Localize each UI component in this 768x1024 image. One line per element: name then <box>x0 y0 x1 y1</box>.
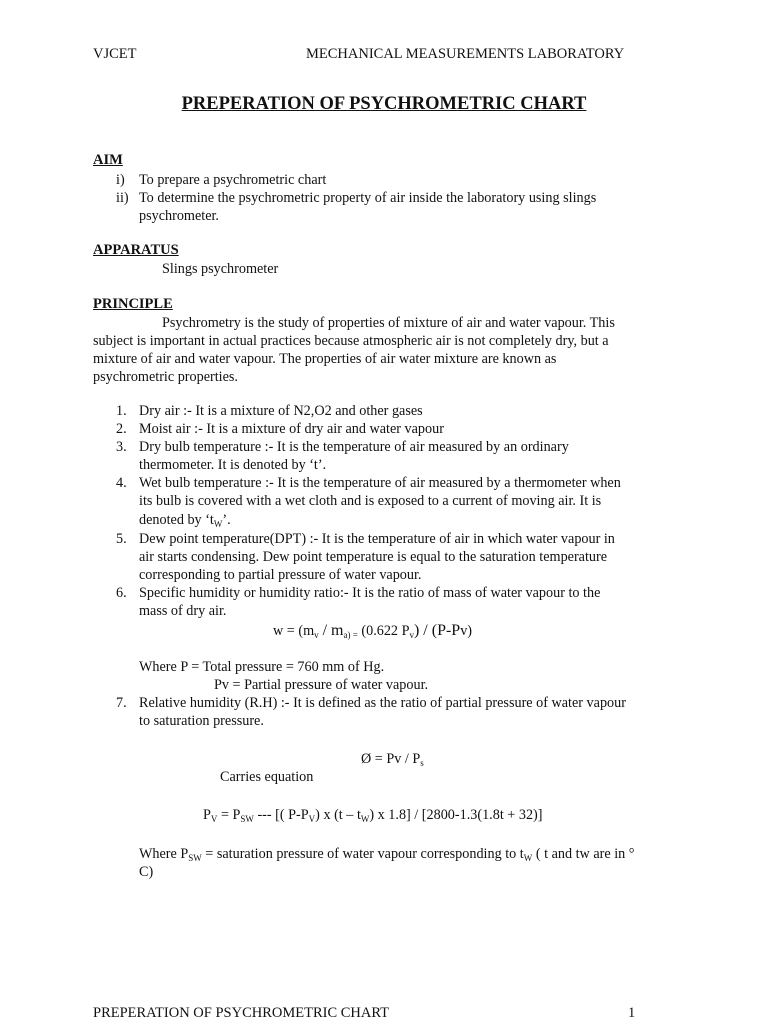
aim-item-1-num: i) <box>116 172 125 188</box>
list-item-dpt-line-3: corresponding to partial pressure of water vapour. <box>139 567 422 583</box>
where-total-pressure: Where P = Total pressure = 760 mm of Hg. <box>139 659 385 675</box>
list-item-dry-air: Dry air :- It is a mixture of N2,O2 and other gases <box>139 403 423 419</box>
principle-line-4: psychrometric properties. <box>93 369 238 385</box>
aim-item-2-cont: psychrometer. <box>139 208 219 224</box>
list-num: 2. <box>116 421 127 437</box>
list-item-dbt-line-1: Dry bulb temperature :- It is the temperature of air measured by an ordinary <box>139 439 569 455</box>
list-item-moist-air: Moist air :- It is a mixture of dry air and water vapour <box>139 421 444 437</box>
header-right: MECHANICAL MEASUREMENTS LABORATORY <box>306 46 625 62</box>
list-item-rh-line-2: to saturation pressure. <box>139 713 264 729</box>
list-num: 3. <box>116 439 127 455</box>
aim-item-2-num: ii) <box>116 190 129 206</box>
list-item-wbt-line-3: denoted by ‘$t_W$’. <box>139 512 231 529</box>
carries-equation-label: Carries equation <box>220 769 314 785</box>
aim-item-2-text: To determine the psychrometric property of air inside the laboratory using slings <box>139 190 597 206</box>
formula-relative-humidity: Ø = Pv / $P_s$ <box>361 751 424 768</box>
where-saturation-pressure-cont: C) <box>139 864 154 880</box>
list-item-dpt-line-1: Dew point temperature(DPT) :- It is the temperature of air in which water vapour in <box>139 531 615 547</box>
list-item-wbt-line-1: Wet bulb temperature :- It is the temperature of air measured by a thermometer when <box>139 475 621 491</box>
list-item-dpt-line-2: air starts condensing. Dew point temperature is equal to the saturation temperature <box>139 549 608 565</box>
list-item-sh-line-2: mass of dry air. <box>139 603 227 619</box>
footer-title: PREPERATION OF PSYCHROMETRIC CHART <box>93 1005 390 1021</box>
aim-item-1-text: To prepare a psychrometric chart <box>139 172 327 188</box>
list-item-sh-line-1: Specific humidity or humidity ratio:- It is the ratio of mass of water vapour to the <box>139 585 601 601</box>
page-number: 1 <box>628 1005 636 1021</box>
principle-line-1: Psychrometry is the study of properties of mixture of air and water vapour. This <box>162 315 615 331</box>
list-num: 5. <box>116 531 127 547</box>
list-item-wbt-line-2: its bulb is covered with a wet cloth and is exposed to a current of moving air. It is <box>139 493 602 509</box>
list-item-rh-line-1: Relative humidity (R.H) :- It is defined as the ratio of partial pressure of water vapour <box>139 695 626 711</box>
where-partial-pressure: Pv = Partial pressure of water vapour. <box>214 677 429 693</box>
formula-humidity-ratio: $w = (m_v / m_{a) =}$ (0.622 $P_v) / (P-Pv)$ <box>273 622 473 640</box>
formula-partial-pressure: $P_V = P_{SW}$ --- [( $P-P_V$) x $(t - t_W)$ x 1.8] / [2800-1.3(1.8t + 32)] <box>203 807 543 824</box>
header-left: VJCET <box>93 46 137 62</box>
principle-heading: PRINCIPLE <box>93 296 173 312</box>
list-num: 1. <box>116 403 127 419</box>
where-saturation-pressure: Where $P_{SW}$ = saturation pressure of water vapour corresponding to $t_W$ ( t and tw are in ° <box>139 846 635 863</box>
list-num: 7. <box>116 695 127 711</box>
principle-line-2: subject is important in actual practices because atmospheric air is not completely dry, but a <box>93 333 609 349</box>
list-item-dbt-line-2: thermometer. It is denoted by ‘t’. <box>139 457 327 473</box>
aim-heading: AIM <box>93 152 123 168</box>
page-title: PREPERATION OF PSYCHROMETRIC CHART <box>181 94 587 114</box>
apparatus-text: Slings psychrometer <box>162 261 279 277</box>
list-num: 6. <box>116 585 127 601</box>
apparatus-heading: APPARATUS <box>93 242 179 258</box>
principle-line-3: mixture of air and water vapour. The properties of air water mixture are known as <box>93 351 557 367</box>
list-num: 4. <box>116 475 127 491</box>
